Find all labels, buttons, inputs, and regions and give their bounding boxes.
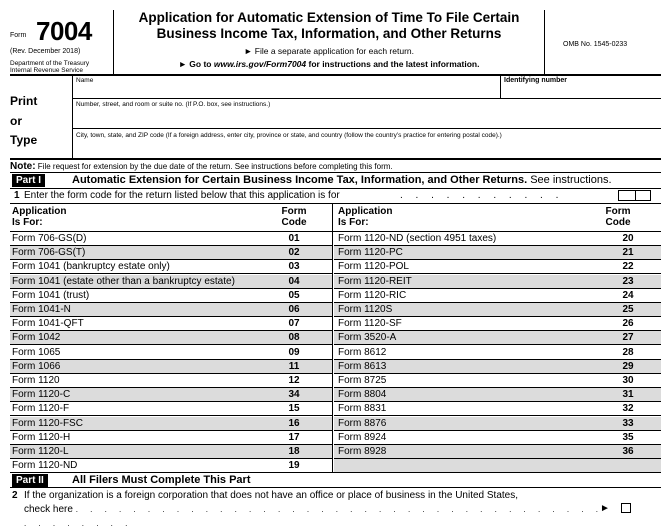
line2-number: 2 <box>12 490 18 501</box>
form-name: Form 1065 <box>12 346 61 358</box>
table-row <box>334 317 661 331</box>
table-row <box>10 402 332 416</box>
part1-rule <box>10 188 661 189</box>
table-row <box>10 388 332 402</box>
form-name: Form 8804 <box>338 389 387 401</box>
table-row <box>334 331 661 345</box>
omb-box <box>544 10 661 74</box>
form-code: 07 <box>288 318 300 330</box>
note-text: File request for extension by the due date of the return. See instructions before completing this form. <box>35 162 393 171</box>
form-name: Form 1120-RIC <box>338 289 407 301</box>
part2-rule <box>10 487 661 488</box>
form-code: 34 <box>288 389 300 401</box>
name-label: Name <box>76 77 94 84</box>
print-or-type-label <box>10 92 37 151</box>
col-app-line1-right: Application <box>338 206 393 217</box>
header-rule <box>10 74 661 76</box>
instruction-suffix: for instructions and the latest information. <box>306 59 480 69</box>
form-name: Form 1120-F <box>12 403 70 415</box>
form-header <box>0 0 661 74</box>
agency <box>10 60 114 74</box>
table-row <box>10 303 332 317</box>
note <box>10 161 393 172</box>
form-code: 16 <box>288 417 300 429</box>
form-code: 11 <box>288 360 300 372</box>
form-code: 15 <box>288 403 300 415</box>
foreign-corporation-checkbox[interactable] <box>621 503 631 513</box>
form-name: Form 706-GS(T) <box>12 247 86 259</box>
form-name: Form 8928 <box>338 446 387 457</box>
form-name: Form 1041 (bankruptcy estate only) <box>12 261 170 273</box>
line2-check-row <box>24 503 614 531</box>
part2-title: All Filers Must Complete This Part <box>72 474 251 486</box>
col-application-right <box>338 206 392 228</box>
form-number: 7004 <box>36 16 92 46</box>
instruction-separate: ► File a separate application for each return. <box>243 46 414 56</box>
table-row <box>10 445 332 459</box>
city-field[interactable] <box>73 141 661 157</box>
form-name: Form 1120S <box>338 304 393 315</box>
line2-text: If the organization is a foreign corporation that does not have an office or place of business in the United States, <box>24 490 519 501</box>
form-code: 08 <box>288 332 300 344</box>
or-label: or <box>10 113 22 128</box>
name-field[interactable] <box>73 85 499 97</box>
part1-tag: Part I <box>12 174 45 187</box>
line1-number: 1 <box>14 190 20 201</box>
form-code: 24 <box>622 289 634 301</box>
form-name: Form 1120-SF <box>338 318 402 330</box>
print-label: Print <box>10 94 38 108</box>
line1-text: Enter the form code for the return listed below that this application is for <box>24 190 340 201</box>
form-code: 21 <box>622 247 634 259</box>
table-row <box>10 246 332 260</box>
part1-title-bold: Automatic Extension for Certain Business Income Tax, Information, and Other Returns. <box>72 174 528 186</box>
table-center-divider <box>332 204 333 472</box>
form-name: Form 8725 <box>338 375 387 386</box>
form-code: 28 <box>622 346 634 358</box>
part1-title <box>72 174 612 186</box>
form-code: 31 <box>622 389 634 401</box>
address-rule <box>72 128 661 129</box>
form-name: Form 1066 <box>12 360 61 372</box>
taxpayer-rule <box>10 158 661 160</box>
form-title-line1: Application for Automatic Extension of Time To File Certain <box>138 10 520 25</box>
table-row <box>10 275 332 289</box>
table-row <box>334 260 661 274</box>
form-code: 36 <box>622 446 634 457</box>
form-code: 26 <box>622 318 634 330</box>
table-row <box>334 303 661 317</box>
col-app-line2: Is For: <box>12 217 43 228</box>
department-name: Department of the Treasury <box>10 60 90 67</box>
form-name: Form 8924 <box>338 431 387 443</box>
service-name: Internal Revenue Service <box>10 67 83 74</box>
table-row <box>10 417 332 431</box>
form-title-line2: Business Income Tax, Information, and Other Returns <box>156 26 502 41</box>
form-code: 20 <box>622 233 634 244</box>
form-name: Form 1120 <box>12 375 60 386</box>
table-row <box>334 246 661 260</box>
omb-number: OMB No. 1545-0233 <box>563 41 628 48</box>
col-code-left <box>274 206 314 228</box>
table-row <box>334 417 661 431</box>
table-row <box>10 331 332 345</box>
form-code: 33 <box>622 417 634 429</box>
line2-dots: . . . . . . . . . . . . . . . . . . . . . . . . . . . . . . . . . . . . . . . . . . . . . <box>24 505 603 528</box>
form-code: 18 <box>288 446 300 457</box>
col-code-line1: Form <box>281 206 307 217</box>
title-block <box>114 10 544 69</box>
part2-tag: Part II <box>12 474 48 487</box>
revision-date: (Rev. December 2018) <box>10 48 81 55</box>
form-code: 04 <box>288 275 300 287</box>
line1 <box>14 190 340 201</box>
col-app-line1: Application <box>12 206 67 217</box>
instruction-website <box>114 59 544 69</box>
table-row <box>10 374 332 388</box>
form-code: 19 <box>288 460 300 472</box>
table-row <box>334 232 661 246</box>
address-field[interactable] <box>73 110 661 128</box>
part1-title-suffix: See instructions. <box>527 174 612 186</box>
form-name: Form 1041 (estate other than a bankruptcy estate) <box>12 275 235 287</box>
form-code: 01 <box>288 233 300 244</box>
form-code: 30 <box>622 375 634 386</box>
note-label: Note: <box>10 161 36 172</box>
col-app-line2-right: Is For: <box>338 217 369 228</box>
form-name: Form 1120-L <box>12 446 69 457</box>
form-name: Form 8612 <box>338 346 387 358</box>
form-name: Form 1120-FSC <box>12 417 83 429</box>
form-code: 12 <box>288 375 300 386</box>
table-row <box>10 260 332 274</box>
arrow-icon: ► <box>600 503 610 514</box>
form-code: 06 <box>288 304 300 315</box>
table-row <box>10 431 332 445</box>
table-row <box>334 360 661 374</box>
form-name: Form 8613 <box>338 360 387 372</box>
line2 <box>12 489 614 531</box>
table-row <box>334 374 661 388</box>
col-code-line2-right: Code <box>605 217 631 228</box>
form-name: Form 1120-H <box>12 431 71 443</box>
form-code: 02 <box>288 247 300 259</box>
table-row <box>10 346 332 360</box>
table-row <box>334 431 661 445</box>
form-code-input[interactable] <box>618 190 651 201</box>
part2-top-rule <box>10 472 661 473</box>
form-name: Form 8876 <box>338 417 387 429</box>
form-code: 03 <box>288 261 300 273</box>
identifying-number-field[interactable] <box>501 85 661 97</box>
table-row <box>334 289 661 303</box>
form-name: Form 1120-PC <box>338 247 403 259</box>
col-code-line2: Code <box>281 217 307 228</box>
form-code: 09 <box>288 346 300 358</box>
col-code-line1-right: Form <box>605 206 631 217</box>
form-name: Form 8831 <box>338 403 387 415</box>
form-name: Form 1041-QFT <box>12 318 84 330</box>
table-row <box>10 360 332 374</box>
form-word: Form <box>10 32 27 39</box>
form-name: Form 706-GS(D) <box>12 233 87 244</box>
form-code: 23 <box>622 275 634 287</box>
form-name: Form 1042 <box>12 332 61 344</box>
city-label: City, town, state, and ZIP code (If a foreign address, enter city, province or state, and country (follow the country’s practice for entering postal code).) <box>76 132 502 139</box>
instruction-prefix: ► Go to <box>178 59 214 69</box>
form-name: Form 1120-ND (section 4951 taxes) <box>338 233 497 244</box>
form-name: Form 1120-POL <box>338 261 409 273</box>
name-rule <box>72 98 661 99</box>
form-code: 27 <box>622 332 634 344</box>
form-name: Form 1120-ND <box>12 460 78 472</box>
form-code: 35 <box>622 431 634 443</box>
line1-rule <box>10 203 661 204</box>
line2-check-label: check here <box>24 504 73 515</box>
table-row <box>334 346 661 360</box>
table-row <box>334 388 661 402</box>
form-code: 17 <box>288 431 300 443</box>
table-row <box>334 445 661 459</box>
note-rule <box>10 172 661 173</box>
identifying-number-label: Identifying number <box>504 77 567 84</box>
table-row <box>334 275 661 289</box>
form-code: 05 <box>288 289 300 301</box>
type-label: Type <box>10 133 38 147</box>
table-row <box>10 289 332 303</box>
form-name: Form 1120-C <box>12 389 71 401</box>
form-id-box <box>10 10 114 74</box>
col-code-right <box>598 206 638 228</box>
form-name: Form 3520-A <box>338 332 397 344</box>
form-name: Form 1041-N <box>12 304 71 315</box>
form-name: Form 1120-REIT <box>338 275 412 287</box>
form-name: Form 1041 (trust) <box>12 289 90 301</box>
address-label: Number, street, and room or suite no. (If P.O. box, see instructions.) <box>76 101 271 108</box>
table-row <box>10 232 332 246</box>
line1-dots: . . . . . . . . . . . <box>400 190 564 201</box>
col-application-left <box>12 206 66 228</box>
table-row <box>334 402 661 416</box>
table-row <box>10 317 332 331</box>
form-code: 22 <box>622 261 634 273</box>
irs-link[interactable]: www.irs.gov/Form7004 <box>213 59 307 69</box>
form-code: 32 <box>622 403 634 415</box>
form-code: 25 <box>622 304 634 315</box>
form-code: 29 <box>622 360 634 372</box>
